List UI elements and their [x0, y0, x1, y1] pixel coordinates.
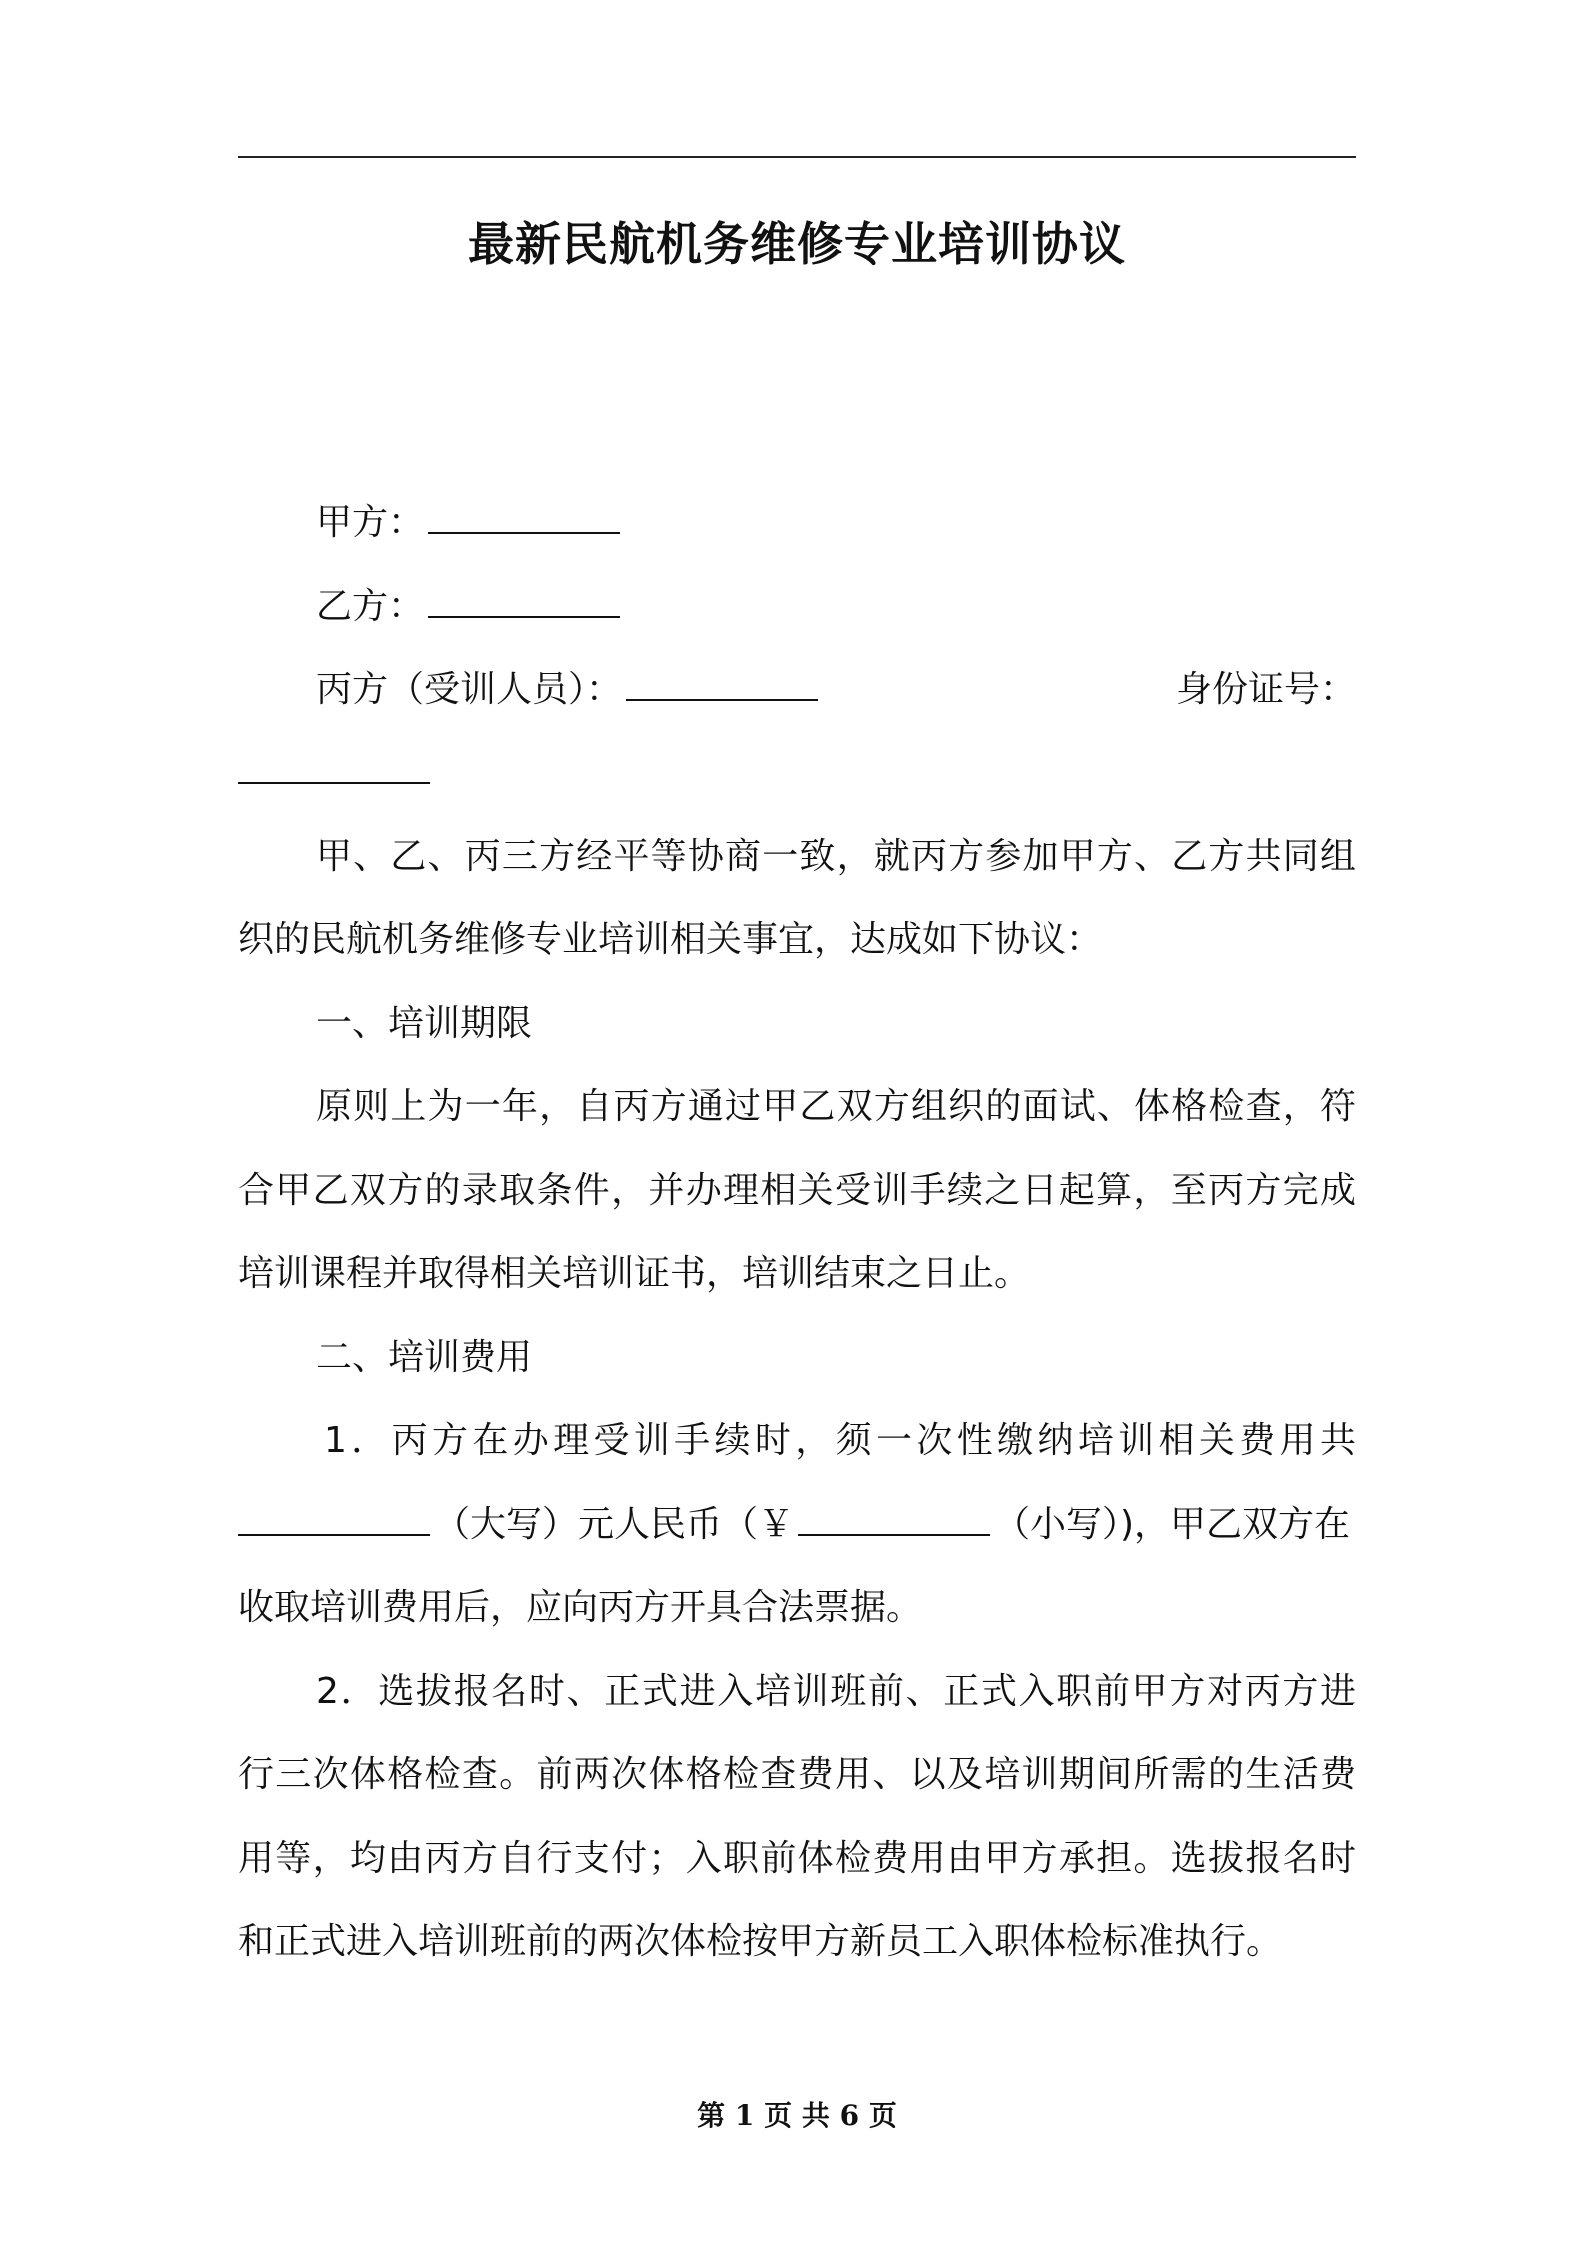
amount-figures-blank	[798, 1504, 990, 1536]
header-rule	[238, 156, 1356, 158]
amount-words-blank	[238, 1504, 430, 1536]
item1-line-2b: （小写）)，甲乙双方在	[994, 1504, 1351, 1545]
intro-line-2: 织的民航机务维修专业培训相关事宜，达成如下协议：	[238, 919, 1103, 960]
party-a-line	[238, 481, 1356, 564]
id-number-label: 身份证号：	[1175, 669, 1356, 710]
section2-heading: 二、培训费用	[316, 1337, 533, 1378]
party-c-label: 丙方（受训人员）：	[316, 669, 623, 710]
party-a-label: 甲方：	[316, 502, 425, 543]
party-a-blank	[428, 502, 620, 534]
item1-line-2	[238, 1483, 1356, 1566]
party-b-line	[238, 565, 1356, 648]
item1-line-1: 1．丙方在办理受训手续时，须一次性缴纳培训相关费用共	[324, 1420, 1356, 1461]
item2-line-3: 用等，均由丙方自行支付；入职前体检费用由甲方承担。选拔报名时	[238, 1838, 1356, 1879]
section1-line-2: 合甲乙双方的录取条件，并办理相关受训手续之日起算，至丙方完成	[238, 1170, 1356, 1211]
item2-line-1: 2．选拔报名时、正式进入培训班前、正式入职前甲方对丙方进	[316, 1671, 1356, 1712]
section1-line-3: 培训课程并取得相关培训证书，培训结束之日止。	[238, 1253, 1031, 1294]
id-number-blank	[238, 752, 430, 784]
document-title: 最新民航机务维修专业培训协议	[468, 217, 1126, 271]
item1-line-3: 收取培训费用后，应向丙方开具合法票据。	[238, 1587, 923, 1628]
item1-line-2a: （大写）元人民币（￥	[434, 1504, 795, 1545]
party-b-blank	[428, 586, 620, 618]
party-b-label: 乙方：	[316, 586, 425, 627]
page-number: 第 1 页 共 6 页	[697, 2099, 897, 2132]
party-c-line	[238, 648, 1356, 731]
party-c-blank	[626, 669, 818, 701]
section1-line-1: 原则上为一年，自丙方通过甲乙双方组织的面试、体格检查，符	[316, 1086, 1356, 1127]
section1-heading: 一、培训期限	[316, 1003, 533, 1044]
item2-line-2: 行三次体格检查。前两次体格检查费用、以及培训期间所需的生活费	[238, 1754, 1356, 1795]
intro-line-1: 甲、乙、丙三方经平等协商一致，就丙方参加甲方、乙方共同组	[316, 836, 1356, 877]
item2-line-4: 和正式进入培训班前的两次体检按甲方新员工入职体检标准执行。	[238, 1921, 1283, 1962]
id-number-line	[238, 731, 1356, 814]
